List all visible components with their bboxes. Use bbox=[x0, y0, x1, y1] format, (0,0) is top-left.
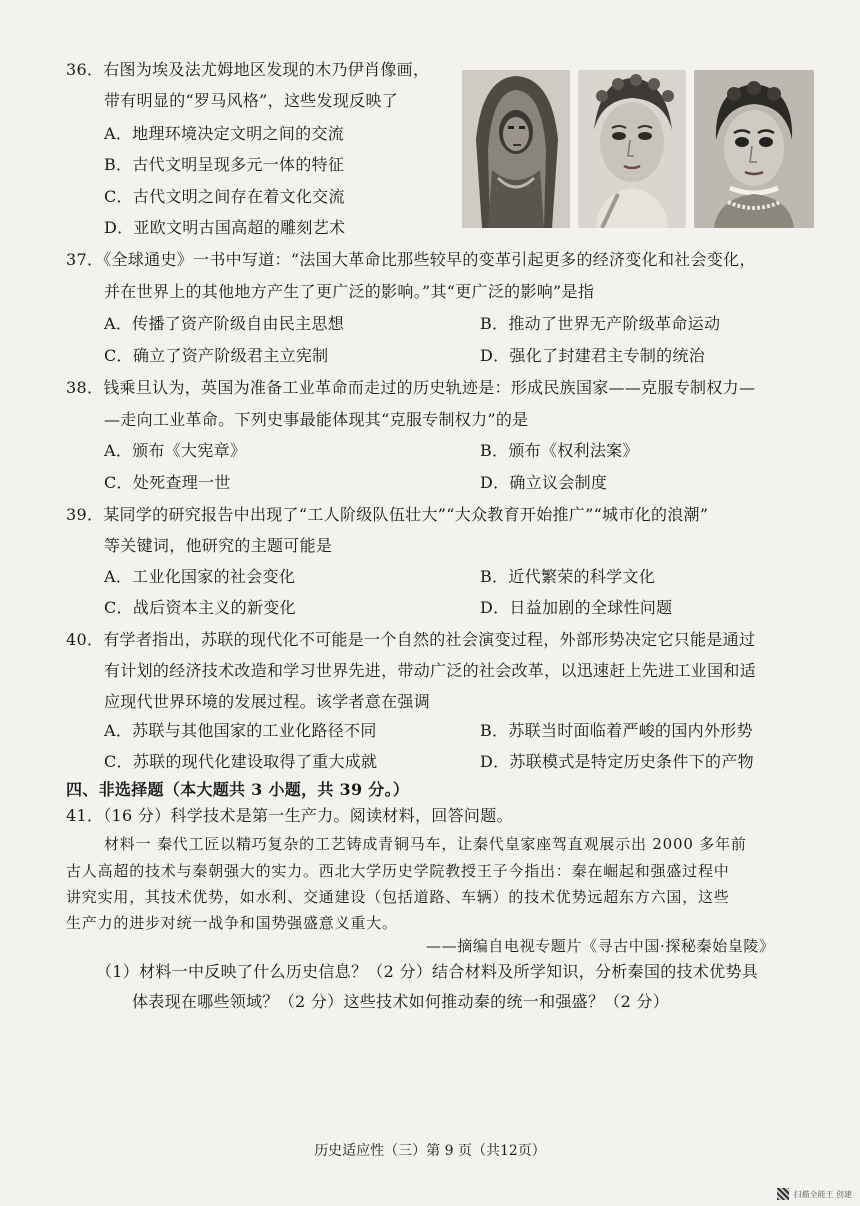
q40-option-d: D．苏联模式是特定历史条件下的产物 bbox=[480, 752, 754, 771]
q37-option-a: A．传播了资产阶级自由民主思想 bbox=[104, 314, 345, 333]
watermark-text: 扫描全能王 创建 bbox=[793, 1189, 852, 1199]
q41-material-line3: 讲究实用，其技术优势，如水利、交通建设（包括道路、车辆）的技术优势远超东方六国，这些 bbox=[66, 888, 730, 906]
q40-stem-line1: 40．有学者指出，苏联的现代化不可能是一个自然的社会演变过程，外部形势决定它只能是通过 bbox=[66, 630, 756, 649]
q41-source: ——摘编自电视专题片《寻古中国·探秘秦始皇陵》 bbox=[426, 937, 775, 955]
q37-option-b: B．推动了世界无产阶级革命运动 bbox=[480, 314, 721, 333]
q36-option-b: B．古代文明呈现多元一体的特征 bbox=[104, 155, 345, 174]
q36-option-d: D．亚欧文明古国高超的雕刻艺术 bbox=[104, 218, 346, 237]
q41-subquestion-line1: （1）材料一中反映了什么历史信息？（2 分）结合材料及所学知识，分析秦国的技术优势具 bbox=[96, 962, 759, 981]
q41-material-line1: 材料一 秦代工匠以精巧复杂的工艺铸成青铜马车，让秦代皇家座驾直观展示出 2000 多年前 bbox=[104, 835, 747, 853]
q41-material-line4: 生产力的进步对统一战争和国势强盛意义重大。 bbox=[66, 914, 398, 932]
q39-option-b: B．近代繁荣的科学文化 bbox=[480, 567, 656, 586]
mummy-portrait-3 bbox=[694, 70, 814, 228]
mummy-portraits-figure bbox=[462, 70, 814, 228]
scanner-watermark bbox=[777, 1188, 852, 1200]
mummy-portrait-1 bbox=[462, 70, 570, 228]
q41-stem: 41．（16 分）科学技术是第一生产力。阅读材料，回答问题。 bbox=[66, 806, 513, 825]
q40-stem-line2: 有计划的经济技术改造和学习世界先进，带动广泛的社会改革，以迅速赶上先进工业国和适 bbox=[104, 661, 757, 680]
q37-stem-line2: 并在世界上的其他地方产生了更广泛的影响。”其“更广泛的影响”是指 bbox=[104, 282, 595, 301]
q40-stem-line3: 应现代世界环境的发展过程。该学者意在强调 bbox=[104, 692, 431, 711]
q36-option-a: A．地理环境决定文明之间的交流 bbox=[104, 124, 345, 143]
q39-option-a: A．工业化国家的社会变化 bbox=[104, 567, 296, 586]
q41-material-line2: 古人高超的技术与秦朝强大的实力。西北大学历史学院教授王子今指出：秦在崛起和强盛过程中 bbox=[66, 862, 730, 880]
q36-stem-line2: 带有明显的“罗马风格”，这些发现反映了 bbox=[104, 91, 399, 110]
q37-option-c: C．确立了资产阶级君主立宪制 bbox=[104, 346, 329, 365]
q39-option-d: D．日益加剧的全球性问题 bbox=[480, 598, 673, 617]
q39-option-c: C．战后资本主义的新变化 bbox=[104, 598, 296, 617]
q40-option-a: A．苏联与其他国家的工业化路径不同 bbox=[104, 721, 377, 740]
mummy-portrait-2 bbox=[578, 70, 686, 228]
q39-stem-line2: 等关键词，他研究的主题可能是 bbox=[104, 536, 333, 555]
q38-option-c: C．处死查理一世 bbox=[104, 473, 231, 492]
q37-stem-line1: 37．《全球通史》一书中写道：“法国大革命比那些较早的变革引起更多的经济变化和社会变化， bbox=[66, 250, 756, 269]
q38-option-a: A．颁布《大宪章》 bbox=[104, 441, 247, 460]
q38-stem-line2: —走向工业革命。下列史事最能体现其“克服专制权力”的是 bbox=[104, 410, 529, 429]
q38-option-b: B．颁布《权利法案》 bbox=[480, 441, 639, 460]
q38-stem-line1: 38．钱乘旦认为，英国为准备工业革命而走过的历史轨迹是：形成民族国家——克服专制权力— bbox=[66, 378, 756, 397]
q38-option-d: D．确立议会制度 bbox=[480, 473, 608, 492]
q37-option-d: D．强化了封建君主专制的统治 bbox=[480, 346, 706, 365]
page-footer: 历史适应性（三）第 9 页（共12页） bbox=[314, 1143, 546, 1159]
section-heading: 四、非选择题（本大题共 3 小题，共 39 分。） bbox=[66, 780, 410, 799]
qr-code-icon bbox=[777, 1188, 789, 1200]
q41-subquestion-line2: 体表现在哪些领域？（2 分）这些技术如何推动秦的统一和强盛？（2 分） bbox=[132, 992, 670, 1011]
q36-option-c: C．古代文明之间存在着文化交流 bbox=[104, 187, 345, 206]
q40-option-c: C．苏联的现代化建设取得了重大成就 bbox=[104, 752, 378, 771]
q40-option-b: B．苏联当时面临着严峻的国内外形势 bbox=[480, 721, 753, 740]
q39-stem-line1: 39．某同学的研究报告中出现了“工人阶级队伍壮大”“大众教育开始推广”“城市化的浪潮” bbox=[66, 505, 709, 524]
q36-stem-line1: 36．右图为埃及法尤姆地区发现的木乃伊肖像画， bbox=[66, 60, 430, 79]
